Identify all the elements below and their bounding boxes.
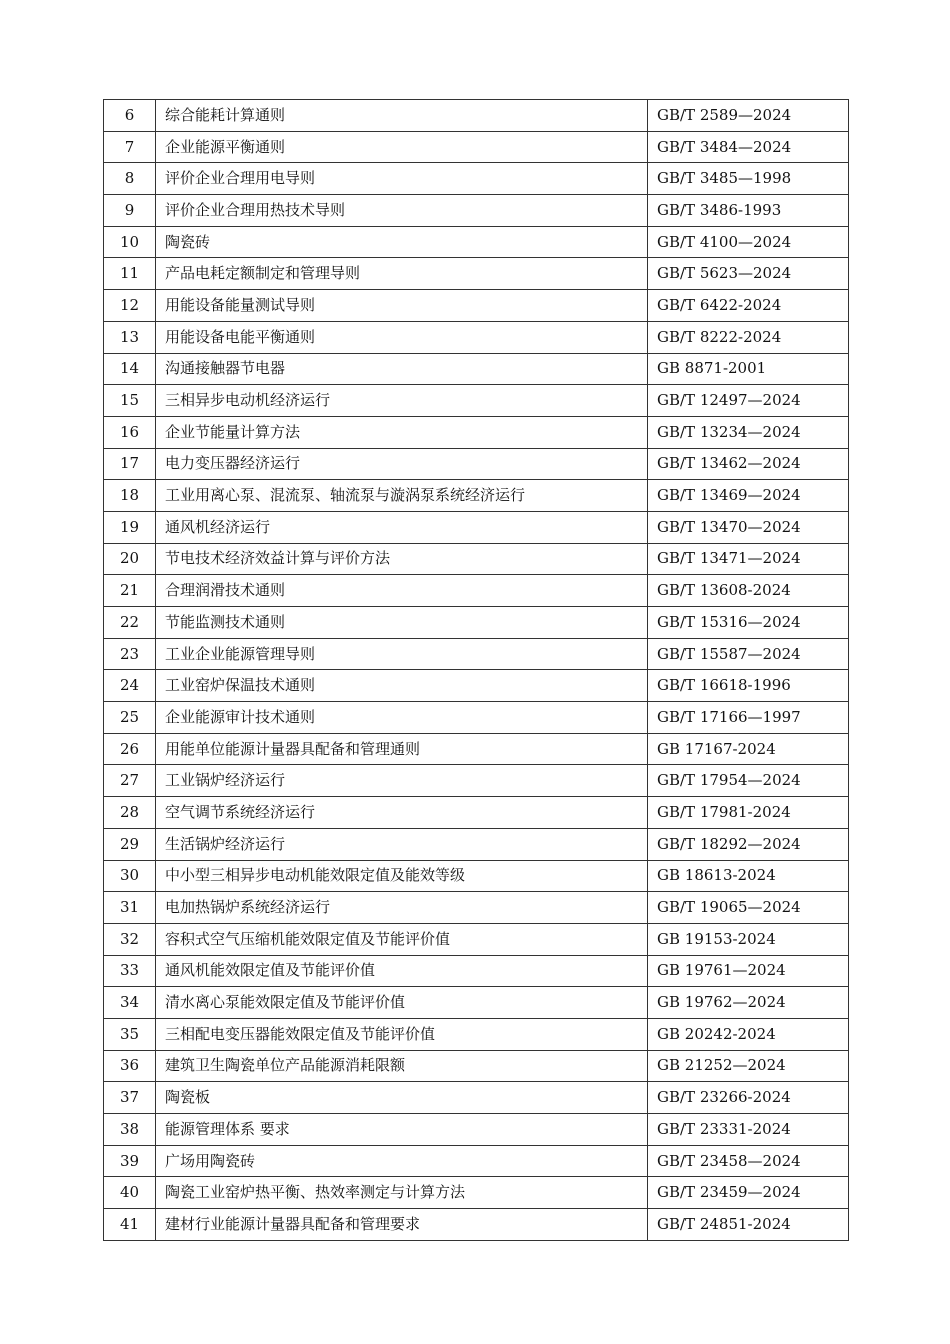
standard-name: 企业能源平衡通则 <box>156 131 648 163</box>
standard-name: 评价企业合理用电导则 <box>156 163 648 195</box>
standard-code: GB/T 23331-2024 <box>648 1114 849 1146</box>
standard-code: GB/T 13608-2024 <box>648 575 849 607</box>
standard-name: 广场用陶瓷砖 <box>156 1145 648 1177</box>
standard-name: 三相配电变压器能效限定值及节能评价值 <box>156 1018 648 1050</box>
standard-name: 工业用离心泵、混流泵、轴流泵与漩涡泵系统经济运行 <box>156 480 648 512</box>
table-row <box>104 448 849 480</box>
standard-code: GB/T 13234—2024 <box>648 416 849 448</box>
standard-code: GB/T 23266-2024 <box>648 1082 849 1114</box>
row-number: 34 <box>104 987 156 1019</box>
row-number: 7 <box>104 131 156 163</box>
row-number: 14 <box>104 353 156 385</box>
standard-code: GB/T 17981-2024 <box>648 797 849 829</box>
row-number: 30 <box>104 860 156 892</box>
row-number: 6 <box>104 100 156 132</box>
row-number: 10 <box>104 226 156 258</box>
standard-name: 清水离心泵能效限定值及节能评价值 <box>156 987 648 1019</box>
standard-code: GB/T 8222-2024 <box>648 321 849 353</box>
standard-name: 工业窑炉保温技术通则 <box>156 670 648 702</box>
standard-name: 用能设备能量测试导则 <box>156 290 648 322</box>
standard-name: 三相异步电动机经济运行 <box>156 385 648 417</box>
row-number: 33 <box>104 955 156 987</box>
table-row <box>104 543 849 575</box>
row-number: 23 <box>104 638 156 670</box>
standard-name: 综合能耗计算通则 <box>156 100 648 132</box>
row-number: 35 <box>104 1018 156 1050</box>
standard-name: 生活锅炉经济运行 <box>156 828 648 860</box>
standard-code: GB 19761—2024 <box>648 955 849 987</box>
table-row <box>104 480 849 512</box>
standard-code: GB/T 16618-1996 <box>648 670 849 702</box>
table-row <box>104 733 849 765</box>
row-number: 21 <box>104 575 156 607</box>
standard-code: GB/T 13469—2024 <box>648 480 849 512</box>
table-row <box>104 1114 849 1146</box>
standard-name: 工业锅炉经济运行 <box>156 765 648 797</box>
standard-name: 通风机能效限定值及节能评价值 <box>156 955 648 987</box>
table-row <box>104 1209 849 1241</box>
standard-code: GB/T 12497—2024 <box>648 385 849 417</box>
standard-name: 建材行业能源计量器具配备和管理要求 <box>156 1209 648 1241</box>
table-row <box>104 1145 849 1177</box>
standard-name: 电力变压器经济运行 <box>156 448 648 480</box>
standards-table-body <box>104 100 849 1241</box>
table-row <box>104 1050 849 1082</box>
standard-name: 节能监测技术通则 <box>156 607 648 639</box>
row-number: 16 <box>104 416 156 448</box>
table-row <box>104 290 849 322</box>
standard-name: 用能设备电能平衡通则 <box>156 321 648 353</box>
standard-code: GB/T 18292—2024 <box>648 828 849 860</box>
standard-code: GB/T 17166—1997 <box>648 702 849 734</box>
standard-code: GB 17167-2024 <box>648 733 849 765</box>
standard-code: GB/T 15587—2024 <box>648 638 849 670</box>
row-number: 22 <box>104 607 156 639</box>
standard-name: 电加热锅炉系统经济运行 <box>156 892 648 924</box>
table-row <box>104 163 849 195</box>
table-row <box>104 765 849 797</box>
standard-code: GB/T 5623—2024 <box>648 258 849 290</box>
table-row <box>104 575 849 607</box>
row-number: 11 <box>104 258 156 290</box>
standard-code: GB/T 23459—2024 <box>648 1177 849 1209</box>
standard-name: 产品电耗定额制定和管理导则 <box>156 258 648 290</box>
row-number: 29 <box>104 828 156 860</box>
row-number: 9 <box>104 195 156 227</box>
row-number: 38 <box>104 1114 156 1146</box>
table-row <box>104 638 849 670</box>
standard-name: 企业能源审计技术通则 <box>156 702 648 734</box>
standard-code: GB 19762—2024 <box>648 987 849 1019</box>
table-row <box>104 321 849 353</box>
table-row <box>104 195 849 227</box>
table-row <box>104 100 849 132</box>
row-number: 15 <box>104 385 156 417</box>
table-row <box>104 1082 849 1114</box>
standard-name: 容积式空气压缩机能效限定值及节能评价值 <box>156 923 648 955</box>
row-number: 8 <box>104 163 156 195</box>
standard-code: GB/T 4100—2024 <box>648 226 849 258</box>
standard-name: 空气调节系统经济运行 <box>156 797 648 829</box>
row-number: 40 <box>104 1177 156 1209</box>
standard-name: 节电技术经济效益计算与评价方法 <box>156 543 648 575</box>
row-number: 27 <box>104 765 156 797</box>
table-row <box>104 955 849 987</box>
table-row <box>104 670 849 702</box>
standard-code: GB/T 13471—2024 <box>648 543 849 575</box>
row-number: 20 <box>104 543 156 575</box>
table-row <box>104 511 849 543</box>
standard-code: GB 19153-2024 <box>648 923 849 955</box>
standard-name: 评价企业合理用热技术导则 <box>156 195 648 227</box>
standard-name: 能源管理体系 要求 <box>156 1114 648 1146</box>
standard-name: 中小型三相异步电动机能效限定值及能效等级 <box>156 860 648 892</box>
row-number: 13 <box>104 321 156 353</box>
table-row <box>104 226 849 258</box>
standard-code: GB/T 15316—2024 <box>648 607 849 639</box>
standard-code: GB 8871-2001 <box>648 353 849 385</box>
standard-code: GB 21252—2024 <box>648 1050 849 1082</box>
standard-code: GB/T 24851-2024 <box>648 1209 849 1241</box>
standard-code: GB/T 6422-2024 <box>648 290 849 322</box>
standard-code: GB 18613-2024 <box>648 860 849 892</box>
row-number: 39 <box>104 1145 156 1177</box>
table-row <box>104 353 849 385</box>
standard-code: GB/T 13470—2024 <box>648 511 849 543</box>
row-number: 36 <box>104 1050 156 1082</box>
standard-name: 工业企业能源管理导则 <box>156 638 648 670</box>
row-number: 41 <box>104 1209 156 1241</box>
row-number: 17 <box>104 448 156 480</box>
standard-code: GB/T 2589—2024 <box>648 100 849 132</box>
standards-table <box>103 99 849 1241</box>
standard-name: 陶瓷板 <box>156 1082 648 1114</box>
table-row <box>104 416 849 448</box>
table-row <box>104 797 849 829</box>
table-row <box>104 385 849 417</box>
table-row <box>104 702 849 734</box>
row-number: 25 <box>104 702 156 734</box>
standard-code: GB/T 13462—2024 <box>648 448 849 480</box>
standard-code: GB/T 3485—1998 <box>648 163 849 195</box>
table-row <box>104 987 849 1019</box>
standard-code: GB/T 3486-1993 <box>648 195 849 227</box>
standard-name: 用能单位能源计量器具配备和管理通则 <box>156 733 648 765</box>
standard-name: 陶瓷砖 <box>156 226 648 258</box>
standard-code: GB/T 19065—2024 <box>648 892 849 924</box>
row-number: 19 <box>104 511 156 543</box>
table-row <box>104 1018 849 1050</box>
table-row <box>104 131 849 163</box>
standard-code: GB/T 17954—2024 <box>648 765 849 797</box>
standard-code: GB 20242-2024 <box>648 1018 849 1050</box>
row-number: 12 <box>104 290 156 322</box>
row-number: 28 <box>104 797 156 829</box>
standard-name: 陶瓷工业窑炉热平衡、热效率测定与计算方法 <box>156 1177 648 1209</box>
row-number: 26 <box>104 733 156 765</box>
standard-name: 企业节能量计算方法 <box>156 416 648 448</box>
table-row <box>104 892 849 924</box>
table-row <box>104 860 849 892</box>
standard-name: 通风机经济运行 <box>156 511 648 543</box>
table-row <box>104 923 849 955</box>
row-number: 24 <box>104 670 156 702</box>
row-number: 37 <box>104 1082 156 1114</box>
row-number: 18 <box>104 480 156 512</box>
row-number: 32 <box>104 923 156 955</box>
table-row <box>104 828 849 860</box>
standard-name: 合理润滑技术通则 <box>156 575 648 607</box>
table-row <box>104 1177 849 1209</box>
standard-code: GB/T 3484—2024 <box>648 131 849 163</box>
row-number: 31 <box>104 892 156 924</box>
table-row <box>104 258 849 290</box>
standard-name: 建筑卫生陶瓷单位产品能源消耗限额 <box>156 1050 648 1082</box>
standard-code: GB/T 23458—2024 <box>648 1145 849 1177</box>
table-row <box>104 607 849 639</box>
standard-name: 沟通接触器节电器 <box>156 353 648 385</box>
